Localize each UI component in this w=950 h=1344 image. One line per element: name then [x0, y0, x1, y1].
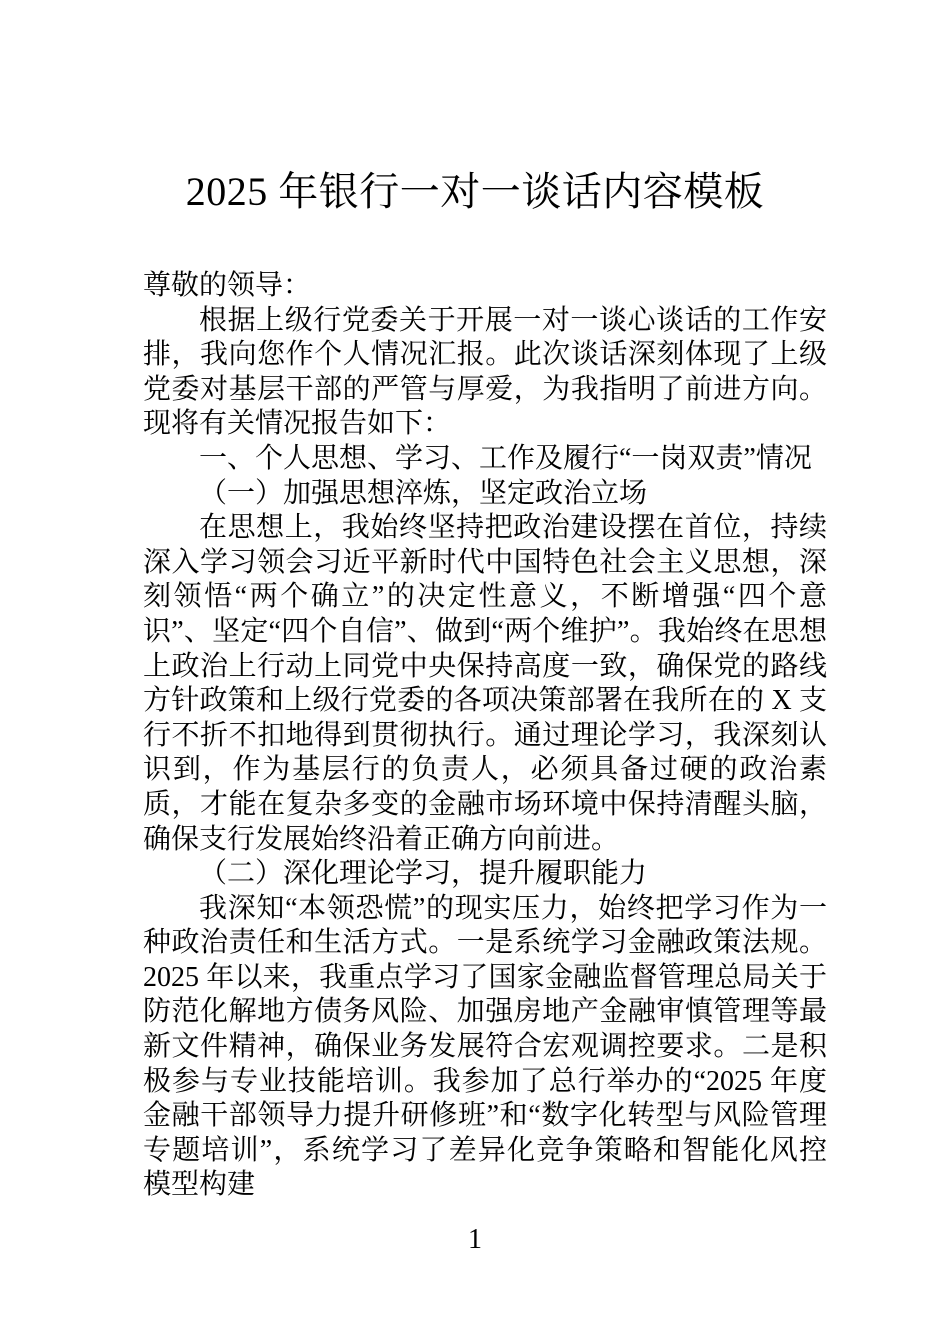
section-heading-1: 一、个人思想、学习、工作及履行“一岗双责”情况	[199, 442, 812, 474]
subsection-heading-1-2: （二）深化理论学习，提升履职能力	[199, 858, 648, 890]
intro-paragraph: 根据上级行党委关于开展一对一谈心谈话的工作安排，我向您作个人情况汇报。此次谈话深刻体现了上级党委对基层干部的严管与厚爱，为我指明了前进方向。现将有关情况报告如下：	[143, 304, 827, 440]
document-body	[143, 269, 827, 1203]
salutation-line: 尊敬的领导：	[143, 270, 312, 301]
document-title: 2025 年银行一对一谈话内容模板	[185, 169, 765, 214]
subsection-heading-1-1: （一）加强思想淬炼，坚定政治立场	[199, 477, 648, 509]
page-number: 1	[468, 1224, 482, 1256]
body-paragraph-1-1: 在思想上，我始终坚持把政治建设摆在首位，持续深入学习领会习近平新时代中国特色社会主义思想，深刻领悟“两个确立”的决定性意义，不断增强“四个意识”、坚定“四个自信”、做到“两个维护”。我始终在思想上政治上行动上同党中央保持高度一致，确保党的路线方针政策和上级行党委的各项决策部署在我所在的 X 支行不折不扣地得到贯彻执行。通过理论学习，我深刻认识到，作为基层行的负责人，必须具备过硬的政治素质，才能在复杂多变的金融市场环境中保持清醒头脑，确保支行发展始终沿着正确方向前进。	[143, 512, 827, 855]
body-paragraph-1-2: 我深知“本领恐慌”的现实压力，始终把学习作为一种政治责任和生活方式。一是系统学习金融政策法规。2025 年以来，我重点学习了国家金融监督管理总局关于防范化解地方债务风险、加强房地产金融审慎管理等最新文件精神，确保业务发展符合宏观调控要求。二是积极参与专业技能培训。我参加了总行举办的“2025 年度金融干部领导力提升研修班”和“数字化转型与风险管理专题培训”，系统学习了差异化竞争策略和智能化风控模型构建	[143, 892, 827, 1201]
